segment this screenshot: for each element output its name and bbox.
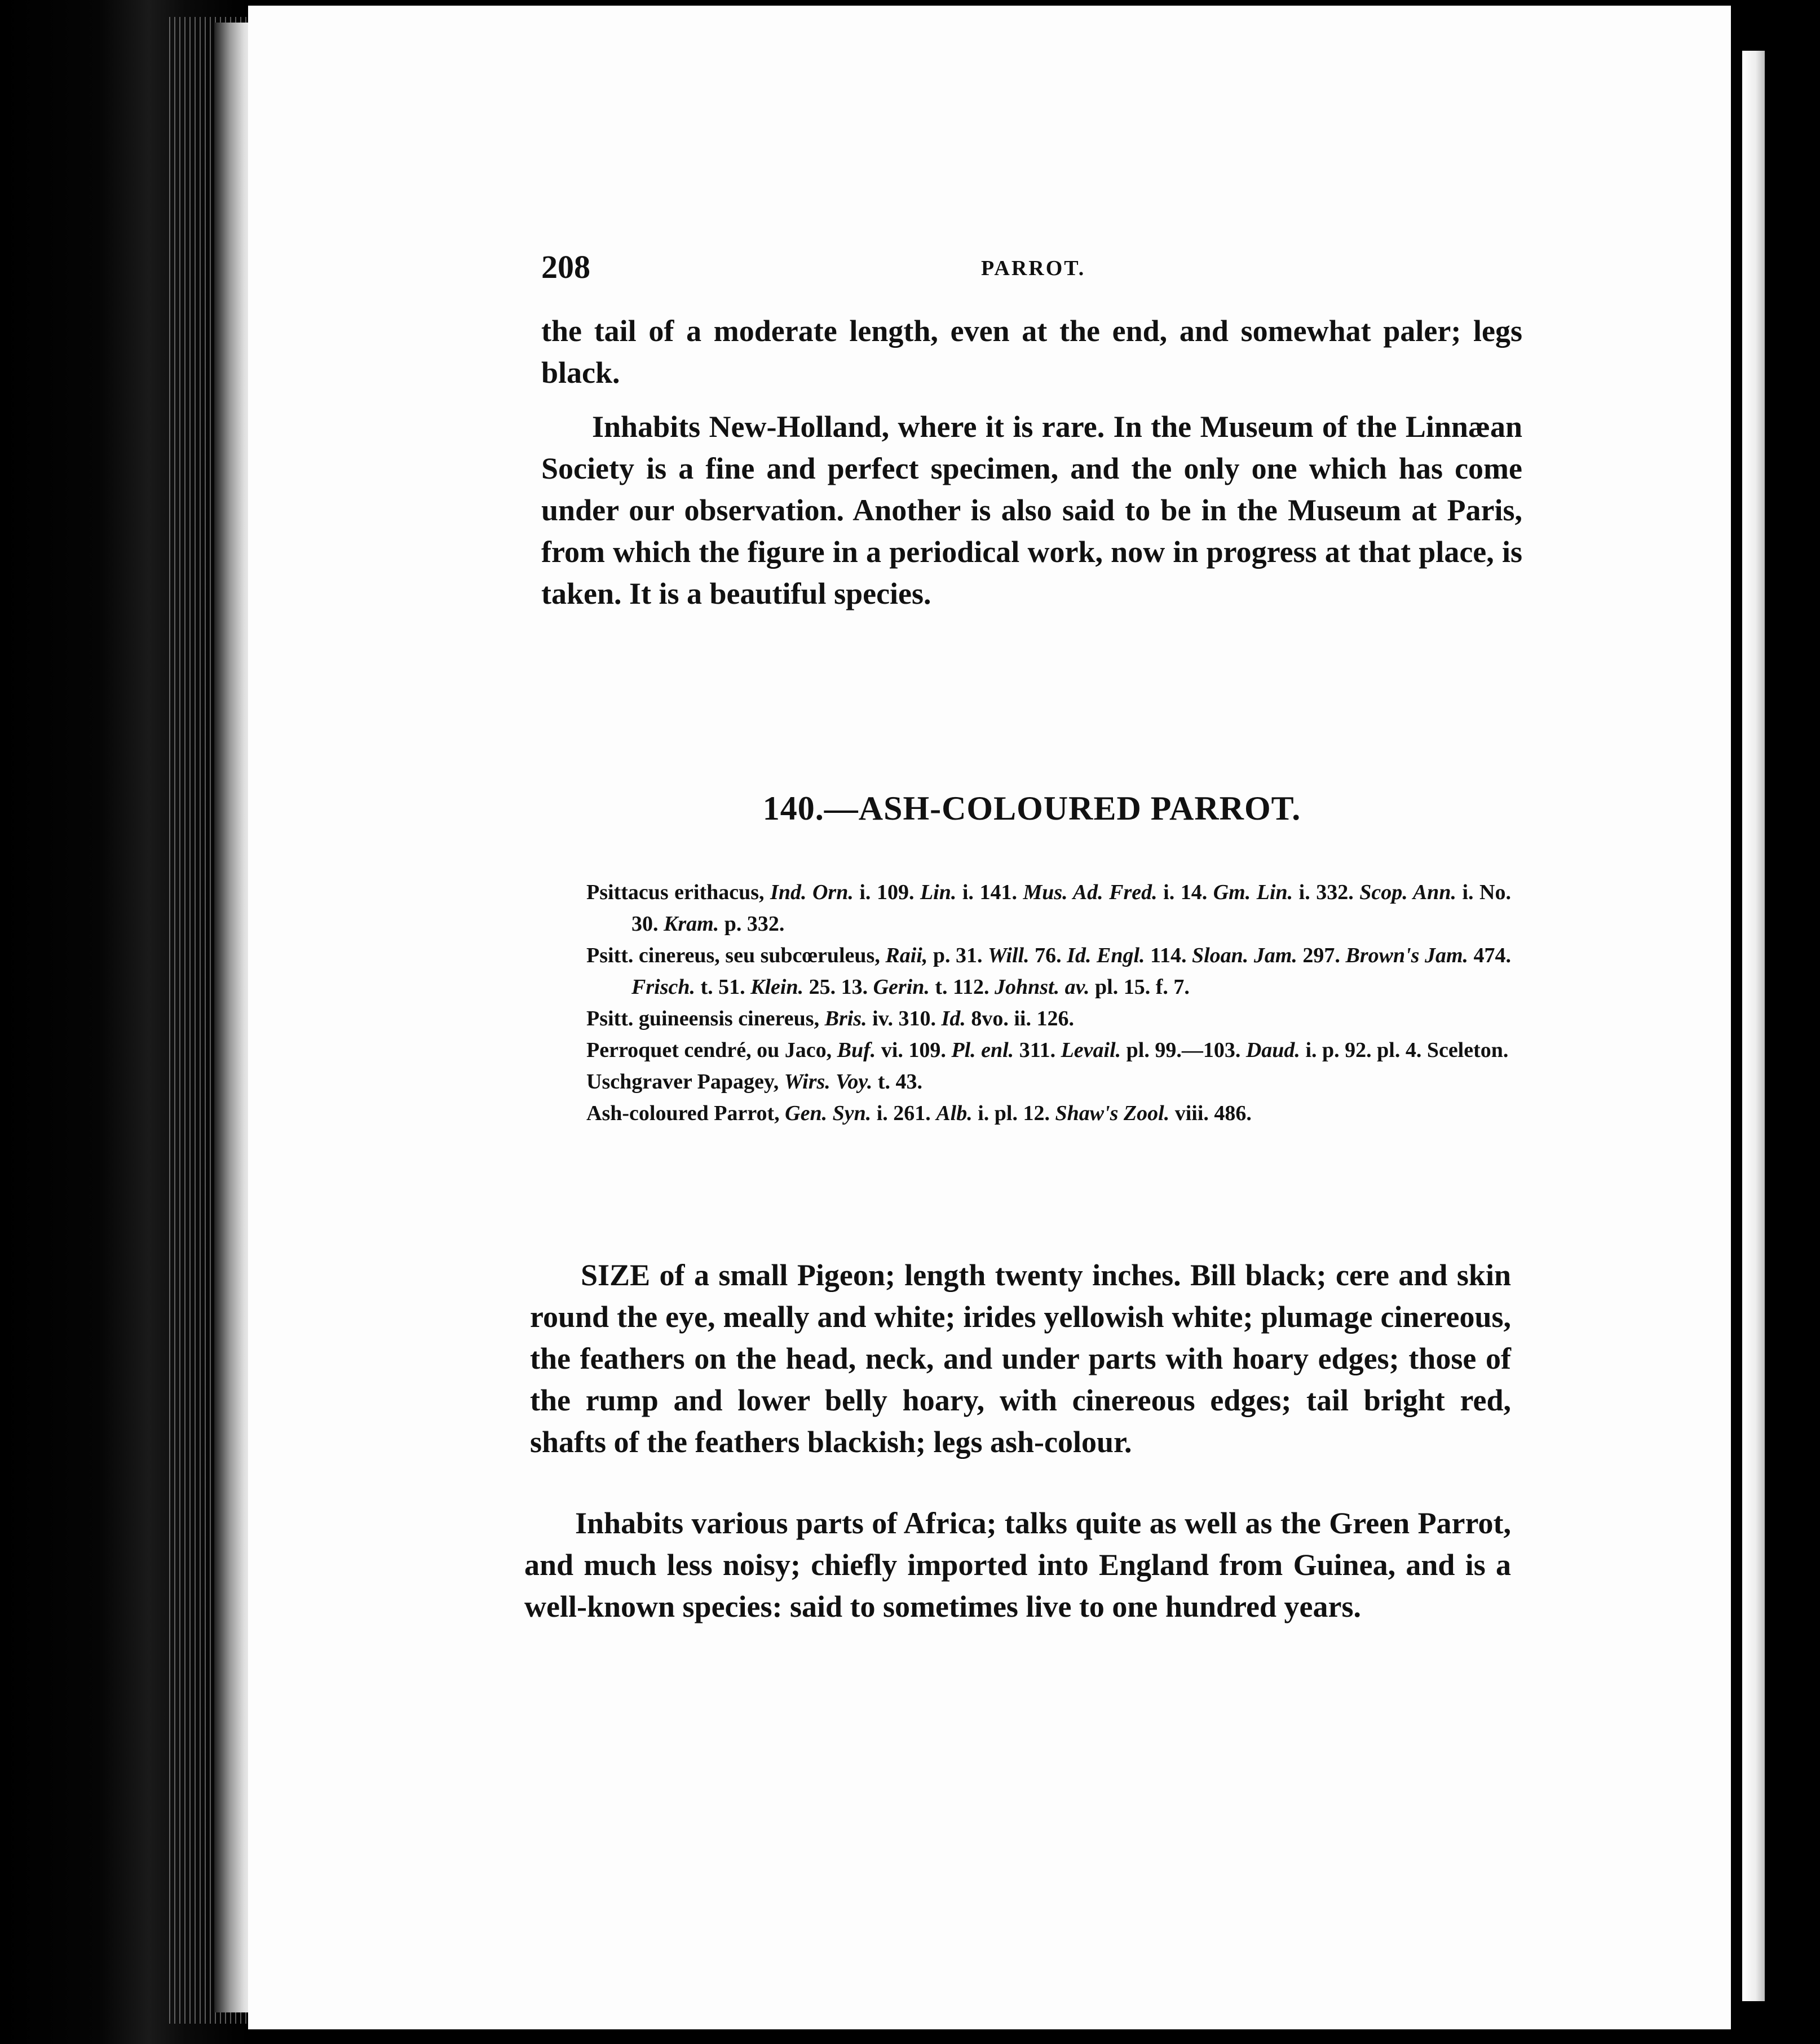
habitat-paragraph-2 <box>524 1502 1511 1627</box>
synonymy-list <box>586 877 1511 1129</box>
habitat-paragraph-1 <box>541 406 1522 614</box>
synonym-entry: Ash-coloured Parrot, Gen. Syn. i. 261. Alb. i. pl. 12. Shaw's Zool. viii. 486. <box>586 1101 1252 1125</box>
description-text: SIZE of a small Pigeon; length twenty inches. Bill black; cere and skin round the eye, meally and white; irides yellowish white; plumage cinereous, the feathers on the head, neck, and under parts with hoary edges; those of the rump and lower belly hoary, with cinereous edges; tail bright red, shafts of the feathers blackish; legs ash-colour. <box>530 1258 1511 1459</box>
facing-page-edge <box>1742 51 1765 2001</box>
continuation-text: the tail of a moderate length, even at the end, and somewhat paler; legs black. <box>541 314 1522 390</box>
description-paragraph <box>530 1254 1511 1463</box>
page-number: 208 <box>541 249 590 285</box>
synonym-entry: Psitt. guineensis cinereus, Bris. iv. 310. Id. 8vo. ii. 126. <box>586 1007 1074 1030</box>
synonym-entry: Psitt. cinereus, seu subcœruleus, Raii, p. 31. Will. 76. Id. Engl. 114. Sloan. Jam. 297. Brown's Jam. 474. Frisch. t. 51. Klein. 25. 13. Gerin. t. 112. Johnst. av. pl. 15. f. 7. <box>586 944 1512 999</box>
continuation-paragraph <box>541 310 1522 393</box>
synonym-entry: Perroquet cendré, ou Jaco, Buf. vi. 109. Pl. enl. 311. Levail. pl. 99.—103. Daud. i. p. 92. pl. 4. Sceleton. <box>586 1038 1509 1062</box>
section-title: 140.—ASH-COLOURED PARROT. <box>762 790 1301 827</box>
running-head: PARROT. <box>981 256 1086 280</box>
page-header <box>541 248 1528 293</box>
habitat-text-1: Inhabits New-Holland, where it is rare. In the Museum of the Linnæan Society is a fine and perfect specimen, and the only one which has come under our observation. Another is also said to be in the Museum at Paris, from which the figure in a periodical work, now in progress at that place, is taken. It is a beautiful species. <box>541 410 1522 610</box>
synonym-entry: Psittacus erithacus, Ind. Orn. i. 109. Lin. i. 141. Mus. Ad. Fred. i. 14. Gm. Lin. i. 332. Scop. Ann. i. No. 30. Kram. p. 332. <box>586 881 1511 936</box>
habitat-text-2: Inhabits various parts of Africa; talks quite as well as the Green Parrot, and much less noisy; chiefly imported into England from Guinea, and is a well-known species: said to sometimes live to one hundred years. <box>524 1506 1511 1623</box>
synonym-entry: Uschgraver Papagey, Wirs. Voy. t. 43. <box>586 1070 923 1094</box>
